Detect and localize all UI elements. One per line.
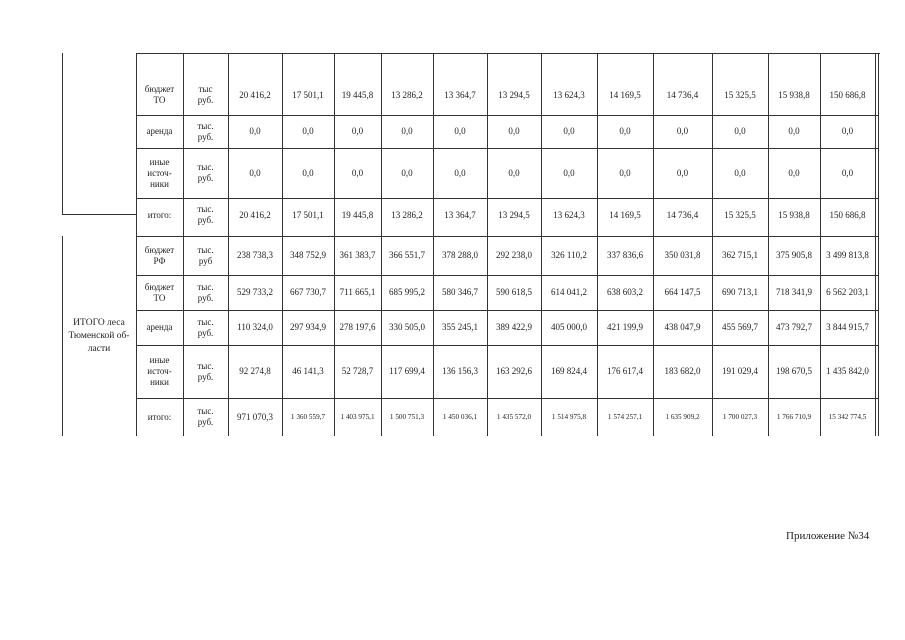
table-cell: 169 824,4 — [551, 366, 587, 376]
table-cell: 378 288,0 — [442, 250, 478, 260]
table-cell: 15 325,5 — [724, 209, 756, 220]
table-cell: 685 995,2 — [389, 287, 425, 297]
table-cell: 13 364,7 — [444, 209, 476, 220]
table-cell: 0,0 — [249, 126, 261, 136]
table-cell: 1 403 975,1 — [340, 412, 375, 421]
table-cell: 326 110,2 — [551, 250, 587, 260]
table-cell: 361 383,7 — [339, 250, 376, 260]
table-cell: 0,0 — [302, 126, 314, 136]
table-cell: 1 700 027,3 — [722, 412, 758, 421]
row-unit: тыс. руб. — [197, 281, 214, 303]
table-cell: 0,0 — [401, 167, 413, 178]
row-unit: тыс. руб. — [197, 406, 214, 427]
table-cell: 0,0 — [619, 167, 631, 178]
table-cell: 0,0 — [788, 167, 800, 178]
table-cell: 0,0 — [508, 167, 520, 178]
table-cell: 0,0 — [563, 167, 575, 178]
table-cell: 183 682,0 — [664, 366, 701, 376]
table-cell: 664 147,5 — [664, 287, 701, 297]
table-cell: 337 836,6 — [607, 250, 643, 260]
table-cell: 366 551,7 — [389, 250, 425, 260]
row-unit: тыс. руб. — [197, 360, 214, 382]
table-cell: 0,0 — [351, 167, 364, 178]
table-cell: 17 501,1 — [292, 89, 324, 100]
table-cell: 0,0 — [401, 126, 413, 136]
table-right-double-rule — [878, 53, 879, 436]
table-cell: 971 070,3 — [237, 411, 273, 422]
table-cell: 15 325,5 — [724, 89, 756, 100]
table-cell: 13 286,2 — [391, 209, 423, 220]
table-cell: 1 500 751,3 — [389, 412, 425, 421]
table-cell: 14 736,4 — [666, 209, 699, 220]
table-cell: 13 294,5 — [498, 89, 530, 100]
table-cell: 191 029,4 — [722, 366, 758, 376]
table-cell: 13 624,3 — [553, 209, 585, 220]
table-cell: 348 752,9 — [290, 250, 326, 260]
table-cell: 117 699,4 — [389, 366, 425, 376]
group-total-label: ИТОГО леса Тюменской об- ласти — [68, 317, 130, 354]
table-cell: 20 416,2 — [239, 209, 271, 220]
table-cell: 14 169,5 — [609, 209, 641, 220]
table-cell: 638 603,2 — [607, 287, 643, 297]
table-cell: 330 505,0 — [389, 322, 425, 332]
table-cell: 389 422,9 — [496, 322, 532, 332]
table-cell: 6 562 203,1 — [826, 287, 869, 297]
table-cell: 0,0 — [676, 167, 689, 178]
appendix-label: Приложение №34 — [786, 530, 870, 542]
table-cell: 1 360 559,7 — [290, 412, 326, 421]
table-cell: 0,0 — [619, 126, 631, 136]
row-unit: тыс. руб. — [197, 120, 214, 142]
table-cell: 355 245,1 — [442, 322, 478, 332]
table-cell: 362 715,1 — [722, 250, 758, 260]
table-cell: 0,0 — [841, 126, 854, 136]
table-cell: 1 450 036,1 — [442, 412, 478, 421]
row-label: бюджет ТО — [144, 281, 175, 303]
table-cell: 3 499 813,8 — [826, 250, 869, 260]
table-column-rule — [875, 53, 876, 436]
table-cell: 375 905,8 — [776, 250, 812, 260]
table-cell: 1 574 257,1 — [607, 412, 643, 421]
row-label: бюджет РФ — [144, 244, 175, 266]
table-cell: 297 934,9 — [290, 322, 326, 332]
table-cell: 13 624,3 — [553, 89, 585, 100]
table-cell: 14 169,5 — [609, 89, 641, 100]
table-cell: 150 686,8 — [829, 209, 866, 220]
table-cell: 19 445,8 — [341, 89, 374, 100]
row-label: иные источ- ники — [147, 355, 172, 387]
table-cell: 0,0 — [302, 167, 314, 178]
table-cell: 14 736,4 — [666, 89, 699, 100]
table-cell: 198 670,5 — [776, 366, 812, 376]
table-cell: 136 156,3 — [442, 366, 478, 376]
table-cell: 580 346,7 — [442, 287, 478, 297]
table-cell: 13 294,5 — [498, 209, 530, 220]
table-cell: 163 292,6 — [496, 366, 532, 376]
row-unit: тыс руб. — [197, 84, 214, 105]
table-cell: 0,0 — [563, 126, 575, 136]
table-cell: 1 766 710,9 — [776, 412, 812, 421]
table-cell: 292 238,0 — [496, 250, 532, 260]
table-cell: 1 635 909,2 — [665, 412, 700, 421]
table-cell: 19 445,8 — [341, 209, 374, 220]
row-label: аренда — [146, 322, 173, 332]
table-cell: 614 041,2 — [551, 287, 587, 297]
table-cell: 667 730,7 — [290, 287, 326, 297]
table-cell: 0,0 — [841, 167, 854, 178]
table-cell: 711 665,1 — [339, 287, 376, 297]
table-cell: 0,0 — [454, 167, 466, 178]
table-cell: 0,0 — [454, 126, 466, 136]
table-cell: 718 341,9 — [776, 287, 812, 297]
table-cell: 438 047,9 — [664, 322, 701, 332]
table-cell: 3 844 915,7 — [826, 322, 869, 332]
table-cell: 20 416,2 — [239, 89, 271, 100]
row-label: иные источ- ники — [147, 156, 172, 189]
row-label: бюджет ТО — [144, 84, 175, 105]
row-unit: тыс. руб. — [197, 316, 214, 338]
table-cell: 15 938,8 — [778, 89, 810, 100]
table-cell: 13 286,2 — [391, 89, 423, 100]
row-label: аренда — [146, 126, 173, 136]
table-cell: 0,0 — [249, 167, 261, 178]
table-cell: 0,0 — [351, 126, 364, 136]
table-cell: 590 618,5 — [496, 287, 532, 297]
table-cell: 0,0 — [734, 126, 746, 136]
table-cell: 0,0 — [734, 167, 746, 178]
row-unit: тыс. руб. — [197, 204, 214, 225]
table-cell: 15 342 774,5 — [828, 412, 867, 421]
table-cell: 1 435 572,0 — [496, 412, 532, 421]
table-cell: 15 938,8 — [778, 209, 810, 220]
table-cell: 0,0 — [788, 126, 800, 136]
table-cell: 110 324,0 — [237, 322, 273, 332]
table-cell: 421 199,9 — [607, 322, 643, 332]
row-label: итого: — [147, 411, 172, 422]
table-cell: 1 435 842,0 — [826, 366, 869, 376]
table-cell: 690 713,1 — [722, 287, 758, 297]
table-cell: 176 617,4 — [607, 366, 643, 376]
table-cell: 0,0 — [508, 126, 520, 136]
group-left-border — [62, 53, 63, 215]
row-label: итого: — [147, 209, 172, 220]
table-cell: 455 569,7 — [722, 322, 758, 332]
table-cell: 473 792,7 — [776, 322, 812, 332]
table-cell: 13 364,7 — [444, 89, 476, 100]
table-cell: 0,0 — [676, 126, 689, 136]
table-cell: 150 686,8 — [829, 89, 866, 100]
table-cell: 278 197,6 — [339, 322, 376, 332]
table-cell: 238 738,3 — [237, 250, 273, 260]
table-cell: 529 733,2 — [237, 287, 273, 297]
table-cell: 350 031,8 — [664, 250, 701, 260]
row-unit: тыс. руб. — [197, 162, 214, 183]
group-bottom-border — [62, 214, 136, 215]
row-unit: тыс. руб — [197, 244, 214, 266]
table-cell: 52 728,7 — [341, 366, 374, 376]
table-cell: 46 141,3 — [292, 366, 324, 376]
table-cell: 1 514 975,8 — [551, 412, 587, 421]
table-cell: 92 274,8 — [239, 366, 271, 376]
table-cell: 405 000,0 — [551, 322, 587, 332]
table-cell: 17 501,1 — [292, 209, 324, 220]
